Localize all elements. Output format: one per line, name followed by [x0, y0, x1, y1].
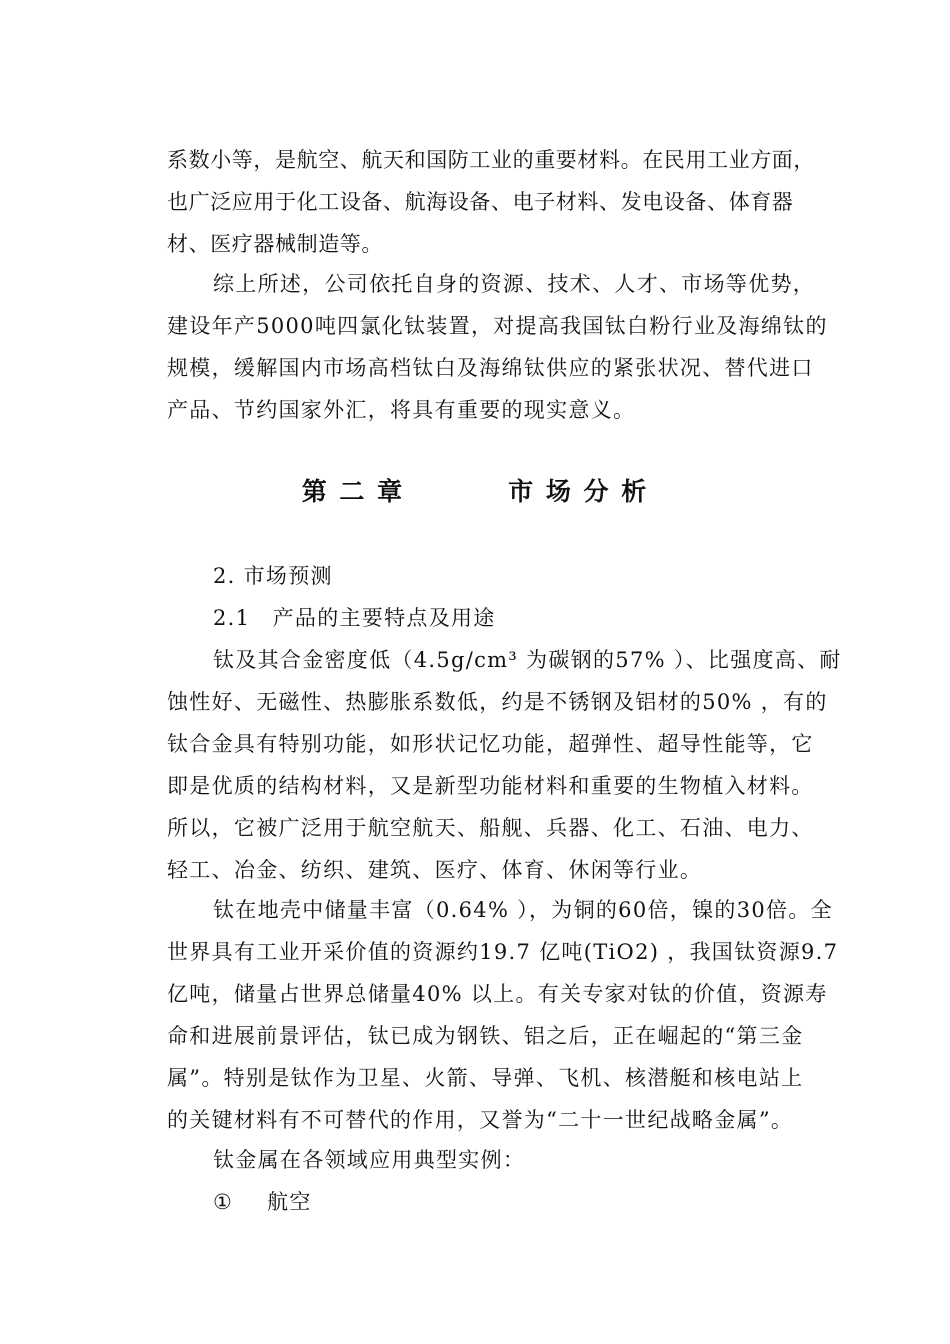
paragraph-3-line-6: 轻工、冶金、纺织、建筑、医疗、体育、休闲等行业。	[167, 858, 703, 882]
list-item-label: 航空	[267, 1190, 312, 1214]
paragraph-3-line-1: 钛及其合金密度低（4.5g/cm³ 为碳钢的57% ）、比强度高、耐	[213, 648, 842, 672]
paragraph-2-line-1: 综上所述，公司依托自身的资源、技术、人才、市场等优势，	[213, 272, 816, 296]
list-marker: ①	[213, 1190, 234, 1214]
paragraph-4-line-4: 命和进展前景评估，钛已成为钢铁、铝之后，正在崛起的“第三金	[167, 1024, 804, 1048]
paragraph-4-line-2: 世界具有工业开采价值的资源约19.7 亿吨(TiO2) ，我国钛资源9.7	[167, 940, 839, 964]
paragraph-4-line-5: 属”。特别是钛作为卫星、火箭、导弹、飞机、核潜艇和核电站上	[167, 1066, 804, 1090]
paragraph-3-line-5: 所以，它被广泛用于航空航天、船舰、兵器、化工、石油、电力、	[167, 816, 814, 840]
chapter-number: 第 二 章	[301, 477, 405, 506]
paragraph-4-line-3: 亿吨，储量占世界总储量40% 以上。有关专家对钛的价值，资源寿	[167, 982, 828, 1006]
paragraph-2-line-3: 规模，缓解国内市场高档钛白及海绵钛供应的紧张状况、替代进口	[167, 356, 814, 380]
paragraph-3-line-2: 蚀性好、无磁性、热膨胀系数低，约是不锈钢及铝材的50% ，有的	[167, 690, 828, 714]
list-item	[213, 1188, 312, 1216]
paragraph-2-line-4: 产品、节约国家外汇，将具有重要的现实意义。	[167, 398, 636, 422]
paragraph-4-line-1: 钛在地壳中储量丰富（0.64% ），为铜的60倍，镍的30倍。全	[213, 898, 833, 922]
paragraph-1-line-2: 也广泛应用于化工设备、航海设备、电子材料、发电设备、体育器	[167, 190, 794, 214]
paragraph-1-line-3: 材、医疗器械制造等。	[167, 232, 383, 256]
paragraph-4-line-6: 的关键材料有不可替代的作用，又誉为“二十一世纪战略金属”。	[167, 1108, 794, 1132]
section-heading: 2. 市场预测	[213, 564, 333, 588]
chapter-title: 市 场 分 析	[508, 477, 649, 506]
paragraph-2-line-2: 建设年产5000吨四氯化钛装置，对提高我国钛白粉行业及海绵钛的	[167, 314, 828, 338]
section-subheading: 2.1 产品的主要特点及用途	[213, 606, 496, 630]
chapter-heading	[0, 477, 950, 507]
paragraph-1-line-1: 系数小等，是航空、航天和国防工业的重要材料。在民用工业方面，	[167, 148, 815, 172]
paragraph-5: 钛金属在各领域应用典型实例：	[213, 1148, 526, 1172]
paragraph-3-line-4: 即是优质的结构材料，又是新型功能材料和重要的生物植入材料。	[167, 774, 814, 798]
paragraph-3-line-3: 钛合金具有特别功能，如形状记忆功能，超弹性、超导性能等，它	[167, 732, 814, 756]
